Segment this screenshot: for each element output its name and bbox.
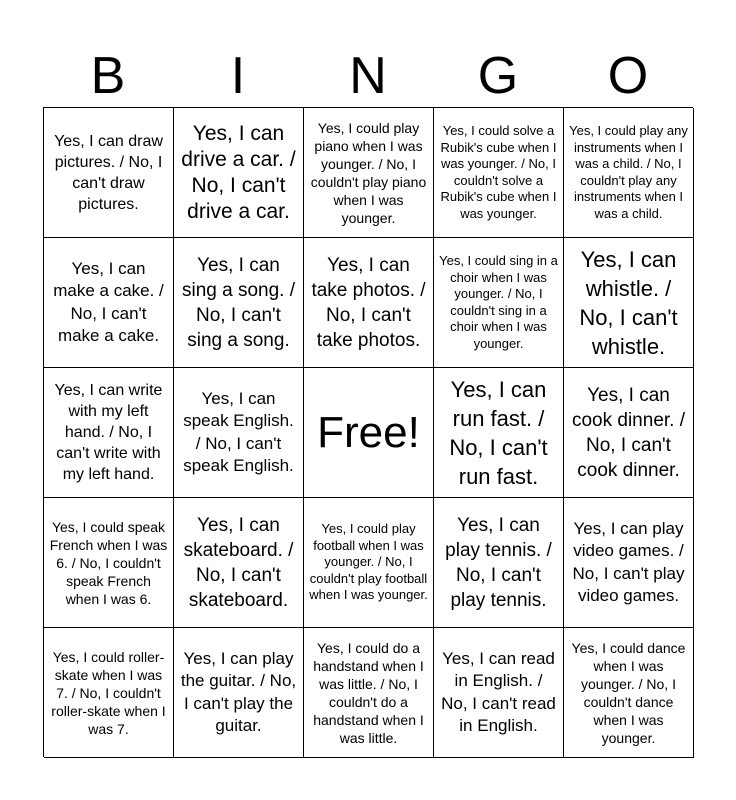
cell-text: Yes, I could solve a Rubik's cube when I was younger. / No, I couldn't solve a Rubik's cube when I was younger. [440, 123, 557, 221]
bingo-cell[interactable] [174, 628, 304, 758]
bingo-cell[interactable] [174, 498, 304, 628]
cell-text: Yes, I could sing in a choir when I was younger. / No, I couldn't sing in a choir when I was younger. [439, 253, 558, 351]
bingo-cell[interactable] [174, 368, 304, 498]
cell-text: Yes, I can run fast. / No, I can't run fast. [449, 376, 548, 489]
bingo-cell[interactable] [564, 368, 694, 498]
bingo-title [43, 46, 693, 106]
cell-text: Yes, I can write with my left hand. / No, I can't write with my left hand. [54, 382, 163, 483]
bingo-cell[interactable] [44, 498, 174, 628]
bingo-cell[interactable] [434, 108, 564, 238]
cell-text: Yes, I can draw pictures. / No, I can't draw pictures. [54, 132, 163, 213]
cell-text: Yes, I can cook dinner. / No, I can't cook dinner. [571, 384, 686, 481]
cell-text: Yes, I can drive a car. / No, I can't drive a car. [181, 121, 296, 223]
title-letter-g: G [477, 47, 519, 105]
cell-text: Yes, I can skateboard. / No, I can't skateboard. [183, 514, 294, 611]
bingo-cell[interactable] [564, 498, 694, 628]
bingo-cell[interactable] [174, 238, 304, 368]
bingo-cell[interactable] [564, 238, 694, 368]
cell-text: Yes, I could do a handstand when I was little. / No, I couldn't do a handstand when I was little. [313, 639, 424, 746]
bingo-cell[interactable] [304, 628, 434, 758]
bingo-cell[interactable] [434, 238, 564, 368]
bingo-cell[interactable] [434, 498, 564, 628]
cell-text: Yes, I can speak English. / No, I can't speak English. [183, 388, 294, 475]
title-letter-i: I [230, 47, 246, 105]
bingo-cell[interactable] [434, 368, 564, 498]
title-letter-o: O [607, 47, 649, 105]
bingo-cell[interactable] [44, 108, 174, 238]
cell-text: Yes, I can sing a song. / No, I can't sing a song. [181, 254, 296, 351]
cell-text: Yes, I can play video games. / No, I can't play video games. [572, 518, 685, 605]
bingo-cell[interactable] [44, 628, 174, 758]
bingo-cell[interactable] [304, 238, 434, 368]
bingo-board [43, 107, 693, 757]
cell-text: Yes, I could play football when I was younger. / No, I couldn't play football when I was younger. [309, 521, 428, 603]
cell-text: Yes, I could play any instruments when I was a child. / No, I couldn't play any instruments when I was a child. [569, 123, 688, 221]
bingo-cell[interactable] [44, 238, 174, 368]
bingo-cell[interactable] [304, 498, 434, 628]
title-letter-n: N [349, 47, 387, 105]
cell-text: Yes, I could roller-skate when I was 7. / No, I couldn't roller-skate when I was 7. [51, 648, 166, 737]
free-space-label: Free! [317, 407, 420, 457]
cell-text: Yes, I can take photos. / No, I can't take photos. [311, 254, 426, 351]
free-space[interactable] [304, 368, 434, 498]
bingo-cell[interactable] [304, 108, 434, 238]
cell-text: Yes, I could dance when I was younger. / No, I couldn't dance when I was younger. [571, 639, 686, 746]
cell-text: Yes, I could play piano when I was younger. / No, I couldn't play piano when I was younger. [310, 119, 427, 226]
cell-text: Yes, I can make a cake. / No, I can't make a cake. [53, 258, 164, 345]
bingo-cell[interactable] [44, 368, 174, 498]
bingo-cell[interactable] [174, 108, 304, 238]
cell-text: Yes, I can play the guitar. / No, I can't play the guitar. [180, 648, 297, 735]
title-letter-b: B [90, 47, 126, 105]
bingo-cell[interactable] [564, 108, 694, 238]
bingo-cell[interactable] [564, 628, 694, 758]
cell-text: Yes, I could speak French when I was 6. / No, I couldn't speak French when I was 6. [49, 518, 168, 607]
bingo-cell[interactable] [434, 628, 564, 758]
cell-text: Yes, I can play tennis. / No, I can't play tennis. [445, 514, 552, 611]
cell-text: Yes, I can whistle. / No, I can't whistle. [579, 246, 678, 359]
cell-text: Yes, I can read in English. / No, I can't read in English. [441, 648, 556, 735]
